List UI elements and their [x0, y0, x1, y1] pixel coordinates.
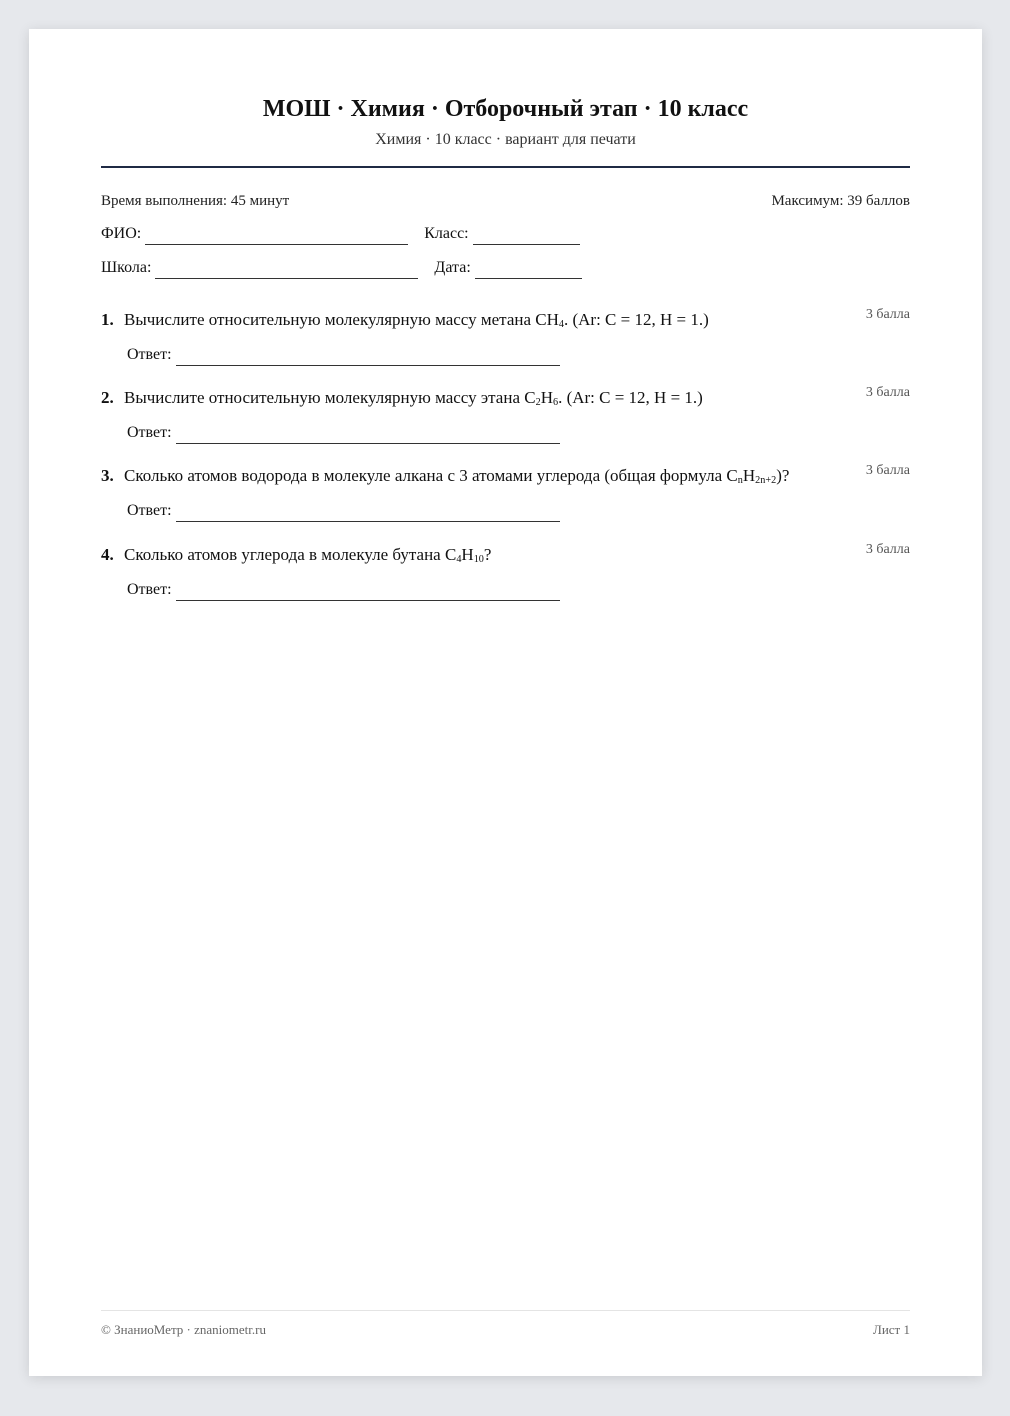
answer-row	[127, 422, 560, 444]
date-label: Дата:	[434, 259, 471, 276]
question-points: 3 балла	[865, 463, 910, 478]
footer-divider	[101, 1310, 910, 1311]
answer-label: Ответ:	[127, 346, 172, 363]
fio-label: ФИО:	[101, 225, 142, 242]
answer-row	[127, 344, 560, 366]
question-text: Сколько атомов водорода в молекуле алкана с 3 атомами углерода (общая формула $C_nH_{2n+2}$)?	[124, 466, 790, 487]
question-number: 3.	[101, 466, 114, 485]
answer-row	[127, 579, 560, 601]
class-label: Класс:	[424, 225, 469, 242]
fio-field[interactable]	[145, 226, 408, 245]
page-title: МОШ · Химия · Отборочный этап · 10 класс	[262, 96, 749, 122]
question-text: Вычислите относительную молекулярную массу этана $C_2H_6$. (Ar: C = 12, H = 1.)	[124, 388, 703, 409]
header-divider	[101, 166, 910, 168]
answer-label: Ответ:	[127, 581, 172, 598]
answer-label: Ответ:	[127, 424, 172, 441]
worksheet-page	[29, 29, 982, 1376]
answer-label: Ответ:	[127, 502, 172, 519]
answer-field[interactable]	[176, 582, 560, 601]
max-score: Максимум: 39 баллов	[771, 193, 910, 209]
question-points: 3 балла	[865, 542, 910, 557]
answer-field[interactable]	[176, 503, 560, 522]
question-text: Вычислите относительную молекулярную массу метана $CH_4$. (Ar: C = 12, H = 1.)	[124, 310, 709, 331]
school-label: Школа:	[101, 259, 152, 276]
question-text: Сколько атомов углерода в молекуле бутана $C_4H_{10}$?	[124, 545, 492, 566]
answer-field[interactable]	[176, 425, 560, 444]
page-content	[101, 29, 910, 1376]
answer-row	[127, 500, 560, 522]
class-field[interactable]	[473, 226, 580, 245]
date-field[interactable]	[475, 260, 582, 279]
page-subtitle: Химия · 10 класс · вариант для печати	[375, 131, 636, 148]
time-limit: Время выполнения: 45 минут	[101, 193, 290, 209]
question-points: 3 балла	[865, 385, 910, 400]
footer-copyright: © ЗнаниоМетр · znaniometr.ru	[101, 1322, 266, 1337]
fio-class-row	[101, 223, 580, 245]
question-points: 3 балла	[865, 307, 910, 322]
answer-field[interactable]	[176, 347, 560, 366]
question-number: 4.	[101, 545, 114, 564]
school-field[interactable]	[155, 260, 418, 279]
question-number: 2.	[101, 388, 114, 407]
school-date-row	[101, 257, 582, 279]
question-number: 1.	[101, 310, 114, 329]
page-number: Лист 1	[873, 1322, 910, 1337]
